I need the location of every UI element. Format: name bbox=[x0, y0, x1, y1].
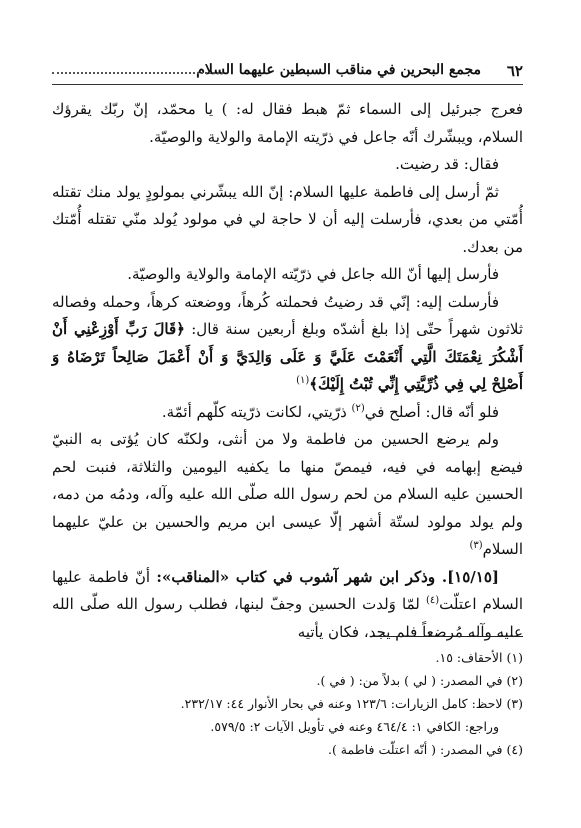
paragraph-3: ثمّ أرسل إلى فاطمة عليها السلام: إنّ الله يبشّرني بمولودٍ يولد منك تقتله أُمّتي من بعدي، فأرسلت إليه أن لا حاجة لي في مولود يُولد منّي تقتله أُمّتك من بعدك. bbox=[52, 182, 523, 256]
header-dot-leader bbox=[52, 72, 223, 74]
paragraph-5 bbox=[52, 289, 523, 399]
footnote-ref-2[interactable]: (٢) bbox=[351, 402, 365, 414]
paragraph-6-end: ذرّيتي، لكانت ذرّيته كلّهم أئمّة. bbox=[161, 402, 352, 421]
footnote-ref-4[interactable]: (٤) bbox=[425, 595, 440, 606]
footnote-3: (٣) لاحظ: كامل الزيارات: ١٢٣/٦ وعنه في بحار الأنوار ٤٤: ٢٣٢/١٧. bbox=[180, 696, 523, 711]
paragraph-4: فأرسل إليها أنّ الله جاعل في ذرّيّته الإمامة والولاية والوصيّة. bbox=[127, 265, 499, 283]
running-header bbox=[52, 58, 523, 85]
paragraph-6-start: فلو أنّه قال: أصلح في bbox=[364, 402, 499, 421]
book-title: مجمع البحرين في مناقب السبطين عليهما السلام bbox=[196, 62, 481, 78]
footnote-ref-1[interactable]: (١) bbox=[296, 375, 310, 386]
footnotes bbox=[52, 646, 523, 761]
quran-verse: ﴿قَالَ رَبِّ أَوْزِعْنِي أَنْ أَشْكُرَ نِعْمَتَكَ الَّتِي أَنْعَمْتَ عَلَيَّ وَ عَلَى وَالِدَيَّ وَ أَنْ أَعْمَلَ صَالِحاً تَرْضَاهُ وَ أَصْلِحْ لِي فِي ذُرِّيَّتِي إِنِّي تُبْتُ إِلَيْكَ﴾ bbox=[52, 320, 523, 393]
paragraph-7 bbox=[52, 426, 523, 564]
footnote-1: (١) الأحقاف: ١٥. bbox=[435, 650, 523, 665]
paragraph-8 bbox=[52, 564, 523, 647]
paragraph-1: فعرج جبرئيل إلى السماء ثمّ هبط فقال له: ) يا محمّد، إنّ ربّك يقرؤك السلام، ويبشّرك أنّه جاعل في ذرّيته الإمامة والولاية والوصيّة. bbox=[52, 100, 523, 146]
footnote-divider bbox=[373, 636, 523, 637]
paragraph-2: فقال: قد رضيت. bbox=[395, 155, 499, 173]
page-number: ٦٢ bbox=[506, 62, 523, 80]
footnote-3-continued: وراجع: الكافي ١: ٤٦٤/٤ وعنه في تأويل الآيات ٢: ٥٧٩/٥. bbox=[210, 719, 499, 734]
paragraph-8-b: لمّا وَلدت الحسين وجفّ لبنها، فطلب رسول الله صلّى الله عليه وآله مُرضعاً فلم يجد، فكان يأتيه bbox=[52, 595, 523, 641]
footnote-2: (٢) في المصدر: ( لي ) بدلاً من: ( في ). bbox=[316, 673, 523, 688]
paragraph-7-text: ولم يرضع الحسين من فاطمة ولا من أنثى، ولكنّه كان يُؤتى به النبيّ فيضع إبهامه في فيه، فيمصّ منها ما يكفيه اليومين والثلاثة، فنبت لحم الحسين عليه السلام من لحم رسول الله صلّى الله عليه وآله، ودمُه من دمه، ولم يولد مولود لستّة أشهر إلّا عيسى ابن مريم والحسين بن عليّ عليهما السلام bbox=[52, 430, 523, 558]
footnote-ref-3[interactable]: (٣) bbox=[469, 540, 483, 551]
paragraph-8-a: أنّ فاطمة عليها السلام اعتلّت bbox=[52, 567, 523, 613]
footnote-4: (٤) في المصدر: ( أنّه اعتلّت فاطمة ). bbox=[327, 742, 523, 757]
main-text bbox=[52, 96, 523, 646]
paragraph-6 bbox=[52, 399, 523, 427]
hadith-number: [١٥/١٥]. وذكر ابن شهر آشوب في كتاب «المناقب»: bbox=[156, 567, 499, 586]
paragraph-5-text: فأرسلت إليه: إنّي قد رضيتُ فحملته كُرهاً، ووضعته كرهاً، وحمله وفصاله ثلاثون شهراً حتّى إذا بلغ أشدّه وبلغ أربعين سنة قال: bbox=[52, 292, 523, 338]
